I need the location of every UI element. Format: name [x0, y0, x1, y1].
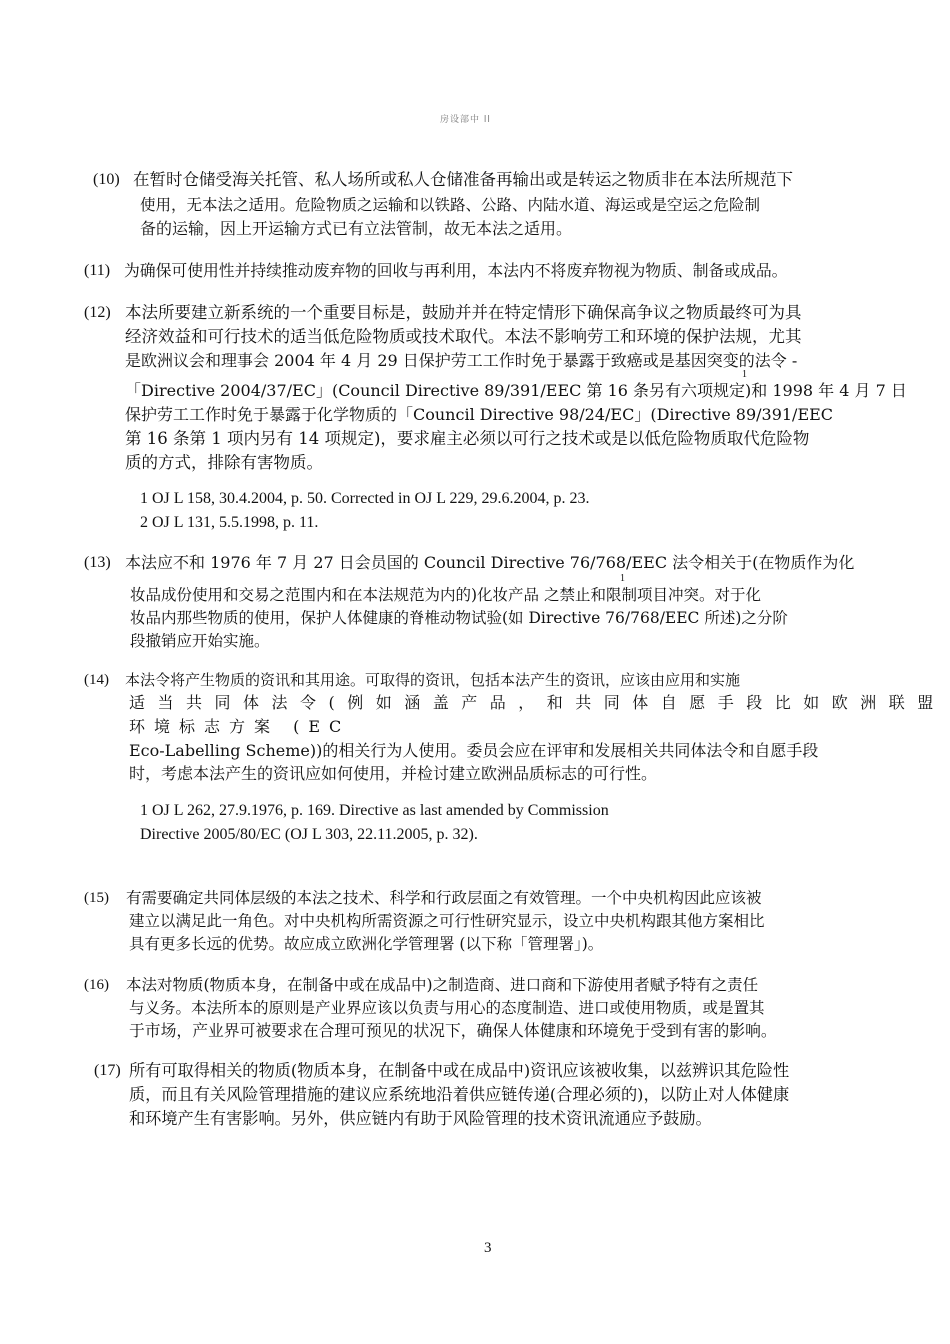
paragraph-number: (12)	[84, 304, 111, 321]
footnote: 1 OJ L 262, 27.9.1976, p. 169. Directive as last amended by Commission	[140, 802, 609, 819]
paragraph-line: 本法对物质(物质本身，在制备中或在成品中)之制造商、进口商和下游使用者赋予特有之责任	[126, 976, 759, 994]
paragraph-line: 本法应不和 1976 年 7 月 27 日会员国的 Council Directive 76/768/EEC 法令相关于(在物质作为化	[125, 553, 855, 572]
paragraph-line: 建立以满足此一角色。对中央机构所需资源之可行性研究显示，设立中央机构跟其他方案相比	[129, 912, 765, 930]
paragraph-line: 具有更多长远的优势。故应成立欧洲化学管理署 (以下称「管理署」)。	[129, 935, 604, 953]
footnote: Directive 2005/80/EC (OJ L 303, 22.11.2005, p. 32).	[140, 826, 478, 843]
paragraph-line: 适当共同体法令(例如涵盖产品，和共同体自愿手段比如欧洲联盟	[129, 693, 946, 712]
paragraph-line: 为确保可使用性并持续推动废弃物的回收与再利用，本法内不将废弃物视为物质、制备或成品。	[124, 261, 788, 280]
paragraph-line: 本法令将产生物质的资讯和其用途。可取得的资讯，包括本法产生的资讯，应该由应用和实施	[125, 671, 741, 689]
paragraph-line: 保护劳工工作时免于暴露于化学物质的「Council Directive 98/24/EC」(Directive 89/391/EEC	[125, 405, 834, 424]
paragraph-line: 本法所要建立新系统的一个重要目标是，鼓励并并在特定情形下确保高争议之物质最终可为具	[125, 303, 802, 322]
paragraph-line: 第 16 条第 1 项内另有 14 项规定)，要求雇主必须以可行之技术或是以低危险物质取代危险物	[125, 429, 810, 448]
paragraph-line: 妆品成份使用和交易之范围内和在本法规范为内的)化妆产品 之禁止和限制项目冲突。对于化	[130, 586, 761, 604]
paragraph-number: (16)	[84, 977, 109, 993]
paragraph-line: 和环境产生有害影响。另外，供应链内有助于风险管理的技术资讯流通应予鼓励。	[129, 1109, 712, 1128]
paragraph-line: 使用，无本法之适用。危险物质之运输和以铁路、公路、内陆水道、海运或是空运之危险制	[140, 196, 761, 214]
paragraph-number: (17)	[94, 1062, 121, 1079]
paragraph-line: 在暂时仓储受海关托管、私人场所或私人仓储准备再输出或是转运之物质非在本法所规范下	[133, 170, 793, 189]
paragraph-line: 是欧洲议会和理事会 2004 年 4 月 29 日保护劳工工作时免于暴露于致癌或是基因突变的法令 -	[125, 351, 798, 370]
paragraph-line: 段撤销应开始实施。	[130, 632, 270, 650]
paragraph-line: 所有可取得相关的物质(物质本身，在制备中或在成品中)资讯应该被收集，以兹辨识其危险性	[129, 1061, 790, 1080]
page-header: 房设部中 ll	[440, 115, 491, 125]
paragraph-line: 质，而且有关风险管理措施的建议应系统地沿着供应链传递(合理必须的)，以防止对人体健康	[129, 1085, 790, 1104]
paragraph-line: 备的运输，因上开运输方式已有立法管制，故无本法之适用。	[140, 219, 573, 238]
paragraph-number: (10)	[93, 171, 120, 188]
page-number: 3	[484, 1240, 492, 1256]
paragraph-line: 经济效益和可行技术的适当低危险物质或技术取代。本法不影响劳工和环境的保护法规，尤其	[125, 327, 802, 346]
footnote: 1 OJ L 158, 30.4.2004, p. 50. Corrected in OJ L 229, 29.6.2004, p. 23.	[140, 490, 590, 507]
paragraph-number: (14)	[84, 672, 109, 688]
paragraph-line: 「Directive 2004/37/EC」(Council Directive 89/391/EEC 第 16 条另有六项规定)和 1998 年 4 月 7 日	[125, 381, 907, 400]
paragraph-number: (11)	[84, 262, 111, 279]
paragraph-line: Eco-Labelling Scheme))的相关行为人使用。委员会应在评审和发展相关共同体法令和自愿手段	[129, 741, 819, 760]
paragraph-line: 环境标志方案 (EC	[129, 717, 351, 736]
paragraph-number: (15)	[84, 890, 109, 906]
paragraph-line: 有需要确定共同体层级的本法之技术、科学和行政层面之有效管理。一个中央机构因此应该被	[126, 889, 762, 907]
footnote: 2 OJ L 131, 5.5.1998, p. 11.	[140, 514, 319, 531]
paragraph-line: 时，考虑本法产生的资讯应如何使用，并检讨建立欧洲品质标志的可行性。	[129, 764, 658, 783]
footnote-marker: 1	[742, 369, 747, 380]
paragraph-number: (13)	[84, 554, 111, 571]
paragraph-line: 妆品内那些物质的使用，保护人体健康的脊椎动物试验(如 Directive 76/768/EEC 所述)之分阶	[130, 609, 788, 627]
paragraph-line: 与义务。本法所本的原则是产业界应该以负责与用心的态度制造、进口或使用物质，或是置其	[129, 999, 765, 1017]
paragraph-line: 于市场，产业界可被要求在合理可预见的状况下，确保人体健康和环境免于受到有害的影响。	[129, 1021, 777, 1040]
paragraph-line: 质的方式，排除有害物质。	[125, 453, 323, 472]
footnote-marker: 1	[620, 573, 625, 584]
